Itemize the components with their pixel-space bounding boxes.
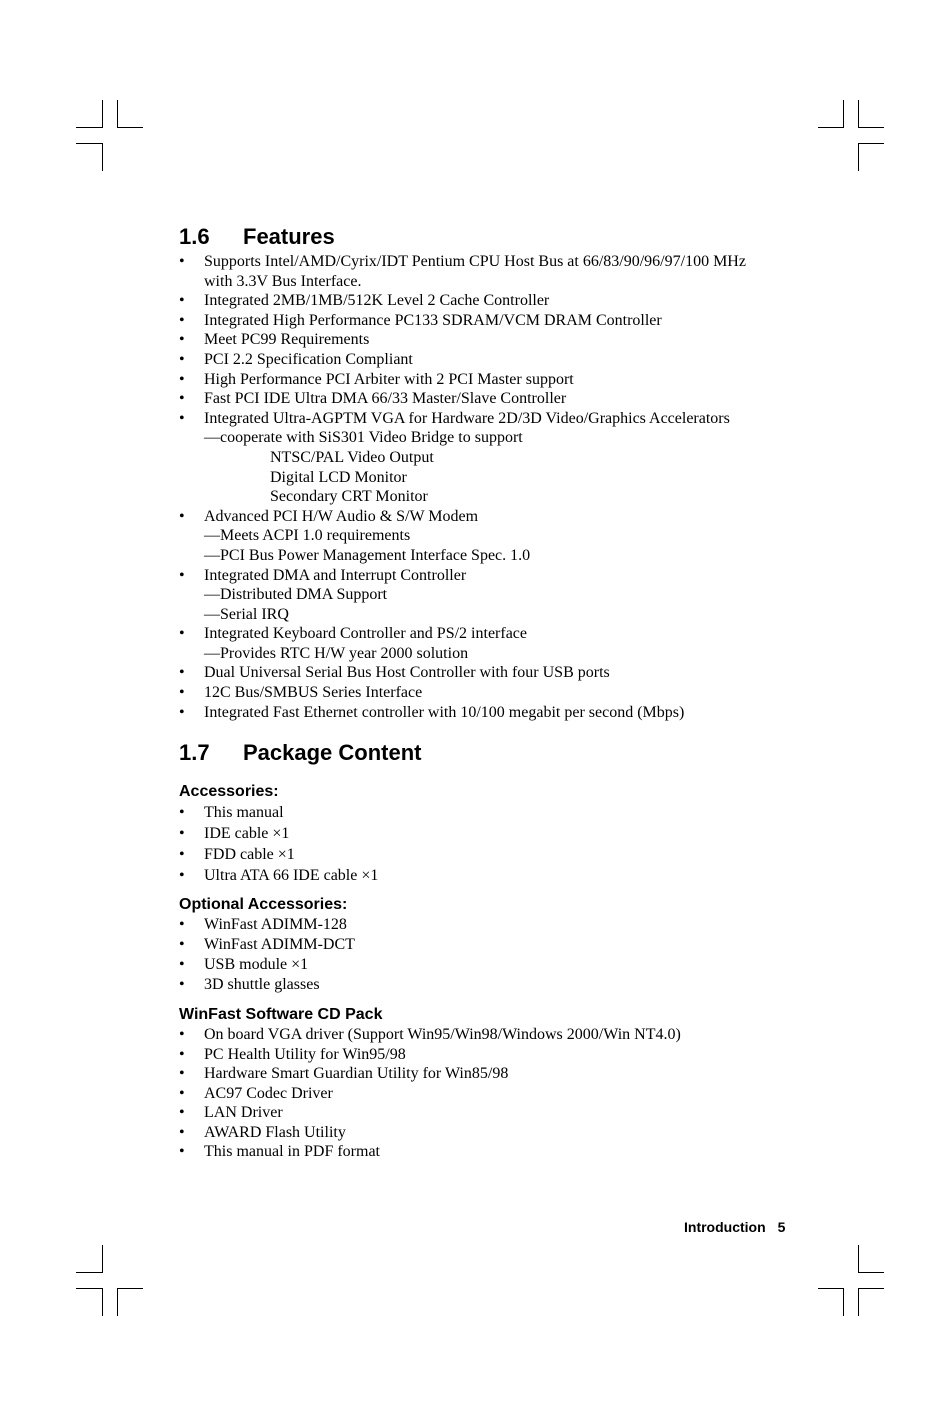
list-item: • Meet PC99 Requirements bbox=[179, 330, 819, 350]
crop-mark bbox=[102, 143, 103, 171]
section-features-heading bbox=[179, 222, 819, 252]
crop-mark bbox=[102, 100, 103, 128]
crop-mark bbox=[858, 1288, 884, 1289]
optional-accessories-heading: Optional Accessories: bbox=[179, 896, 348, 914]
crop-mark bbox=[858, 1245, 859, 1273]
crop-mark bbox=[117, 100, 118, 128]
list-item: • LAN Driver bbox=[179, 1103, 819, 1123]
list-item: • Integrated DMA and Interrupt Controller —Distributed DMA Support —Serial IRQ bbox=[179, 566, 819, 625]
crop-mark bbox=[102, 1288, 103, 1316]
crop-mark bbox=[858, 143, 884, 144]
section-package-heading bbox=[179, 738, 819, 768]
list-item: • On board VGA driver (Support Win95/Win98/Windows 2000/Win NT4.0) bbox=[179, 1025, 819, 1045]
section-title: Features bbox=[243, 224, 335, 249]
crop-mark bbox=[76, 1272, 102, 1273]
cd-pack-list bbox=[179, 1025, 819, 1162]
crop-mark bbox=[117, 127, 143, 128]
list-item: • PCI 2.2 Specification Compliant bbox=[179, 350, 819, 370]
crop-mark bbox=[858, 1288, 859, 1316]
crop-mark bbox=[117, 1288, 143, 1289]
list-item: • USB module ×1 bbox=[179, 955, 819, 975]
list-item: • This manual bbox=[179, 802, 819, 823]
crop-mark bbox=[76, 143, 102, 144]
accessories-list bbox=[179, 802, 819, 886]
list-item: • Dual Universal Serial Bus Host Controller with four USB ports bbox=[179, 663, 819, 683]
list-item: • High Performance PCI Arbiter with 2 PCI Master support bbox=[179, 370, 819, 390]
crop-mark bbox=[843, 100, 844, 128]
list-item: • Integrated Fast Ethernet controller with 10/100 megabit per second (Mbps) bbox=[179, 703, 819, 723]
crop-mark bbox=[858, 143, 859, 171]
list-item: • Integrated High Performance PC133 SDRAM/VCM DRAM Controller bbox=[179, 311, 819, 331]
list-item: • AWARD Flash Utility bbox=[179, 1123, 819, 1143]
list-item: • AC97 Codec Driver bbox=[179, 1084, 819, 1104]
list-item: • Integrated Ultra-AGPTM VGA for Hardware 2D/3D Video/Graphics Accelerators —cooperate with SiS301 Video Bridge to support NTSC/PAL Video Output Digital LCD Monitor Secondary CRT Monitor bbox=[179, 409, 819, 507]
list-item: • Hardware Smart Guardian Utility for Win85/98 bbox=[179, 1064, 819, 1084]
crop-mark bbox=[117, 1288, 118, 1316]
crop-mark bbox=[858, 1272, 884, 1273]
list-item: • This manual in PDF format bbox=[179, 1142, 819, 1162]
crop-mark bbox=[818, 1288, 844, 1289]
crop-mark bbox=[843, 1288, 844, 1316]
list-item: • Integrated Keyboard Controller and PS/2 interface —Provides RTC H/W year 2000 solution bbox=[179, 624, 819, 663]
list-item: • IDE cable ×1 bbox=[179, 823, 819, 844]
list-item: • Ultra ATA 66 IDE cable ×1 bbox=[179, 865, 819, 886]
crop-mark bbox=[858, 100, 859, 128]
section-number: 1.7 bbox=[179, 740, 210, 766]
page-footer bbox=[684, 1219, 785, 1235]
list-item: • WinFast ADIMM-DCT bbox=[179, 935, 819, 955]
page-content bbox=[179, 222, 819, 1162]
crop-mark bbox=[102, 1245, 103, 1273]
section-title: Package Content bbox=[243, 740, 422, 766]
list-item: • FDD cable ×1 bbox=[179, 844, 819, 865]
crop-mark bbox=[818, 127, 844, 128]
list-item: • PC Health Utility for Win95/98 bbox=[179, 1045, 819, 1065]
features-list bbox=[179, 252, 819, 722]
list-item: • Advanced PCI H/W Audio & S/W Modem —Meets ACPI 1.0 requirements —PCI Bus Power Management Interface Spec. 1.0 bbox=[179, 507, 819, 566]
crop-mark bbox=[76, 1288, 102, 1289]
list-item: • 3D shuttle glasses bbox=[179, 975, 819, 995]
section-number: 1.6 bbox=[179, 224, 210, 249]
crop-mark bbox=[76, 127, 102, 128]
optional-accessories-list bbox=[179, 915, 819, 995]
list-item: • WinFast ADIMM-128 bbox=[179, 915, 819, 935]
list-item: • Fast PCI IDE Ultra DMA 66/33 Master/Slave Controller bbox=[179, 389, 819, 409]
accessories-heading: Accessories: bbox=[179, 783, 279, 801]
crop-mark bbox=[858, 127, 884, 128]
page-number: 5 bbox=[777, 1219, 786, 1235]
list-item: • Integrated 2MB/1MB/512K Level 2 Cache Controller bbox=[179, 291, 819, 311]
footer-label: Introduction bbox=[684, 1219, 766, 1235]
list-item: • Supports Intel/AMD/Cyrix/IDT Pentium CPU Host Bus at 66/83/90/96/97/100 MHz with 3.3V Bus Interface. bbox=[179, 252, 819, 291]
cd-pack-heading: WinFast Software CD Pack bbox=[179, 1006, 383, 1024]
list-item: • 12C Bus/SMBUS Series Interface bbox=[179, 683, 819, 703]
